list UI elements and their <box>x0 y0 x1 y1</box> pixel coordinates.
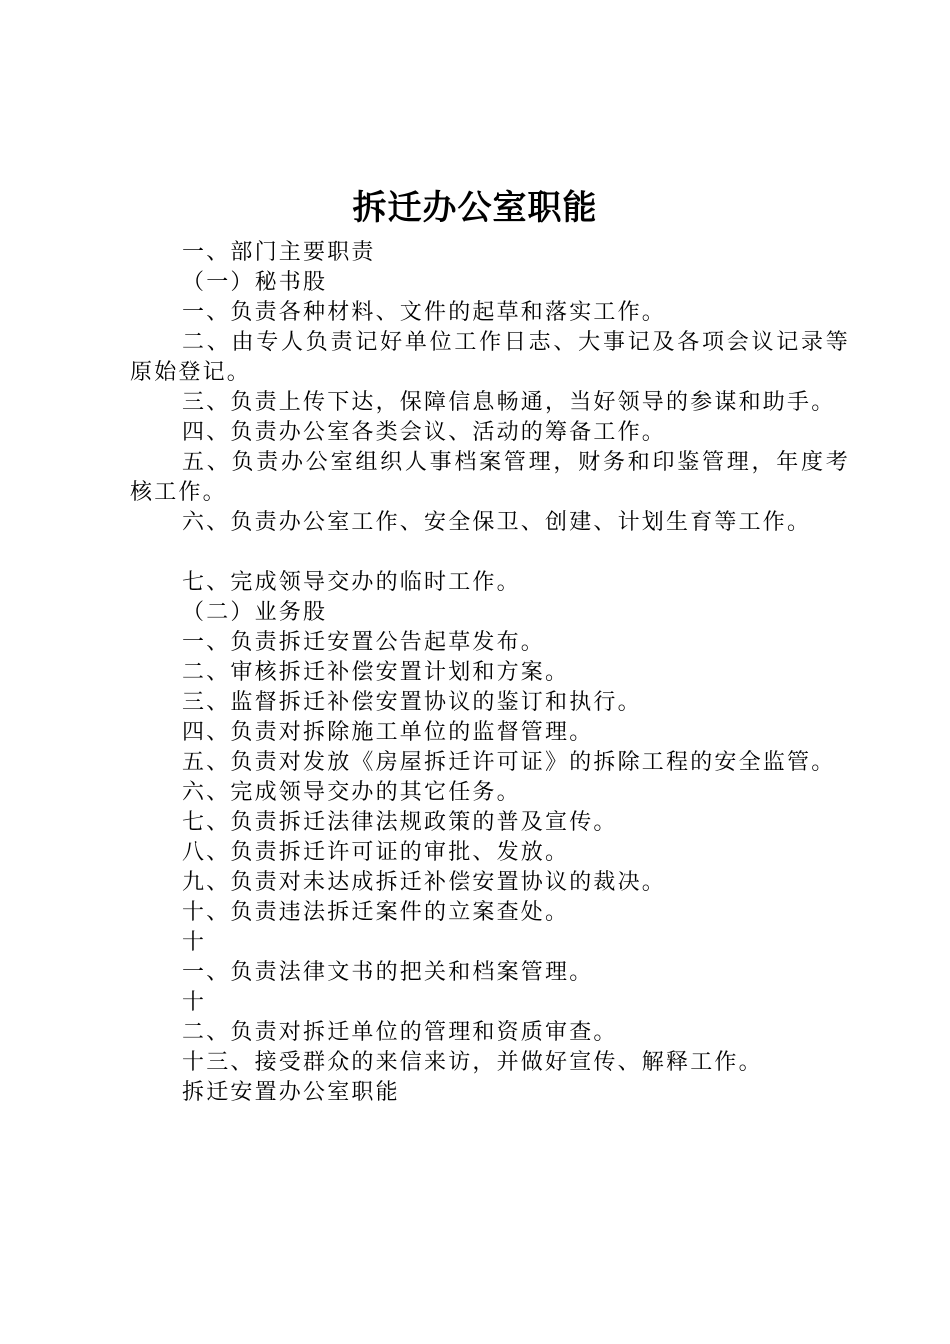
document-title: 拆迁办公室职能 <box>352 188 598 228</box>
paragraph: 六、完成领导交办的其它任务。 <box>182 780 521 805</box>
paragraph: 十 <box>182 930 207 955</box>
paragraph: 三、监督拆迁补偿安置协议的鉴订和执行。 <box>182 690 642 715</box>
paragraph: 一、部门主要职责 <box>182 240 376 265</box>
paragraph: 二、审核拆迁补偿安置计划和方案。 <box>182 660 570 685</box>
paragraph: 拆迁安置办公室职能 <box>182 1080 400 1105</box>
paragraph: 二、由专人负责记好单位工作日志、大事记及各项会议记录等原始登记。 <box>130 330 850 385</box>
paragraph: 十 <box>182 990 207 1015</box>
paragraph: 十、负责违法拆迁案件的立案查处。 <box>182 900 570 925</box>
paragraph: 六、负责办公室工作、安全保卫、创建、计划生育等工作。 <box>182 510 812 535</box>
document-body <box>130 238 850 1108</box>
paragraph: 三、负责上传下达，保障信息畅通，当好领导的参谋和助手。 <box>182 390 836 415</box>
paragraph: 九、负责对未达成拆迁补偿安置协议的裁决。 <box>182 870 667 895</box>
paragraph: 四、负责对拆除施工单位的监督管理。 <box>182 720 594 745</box>
paragraph: （二）业务股 <box>182 600 328 625</box>
paragraph: 二、负责对拆迁单位的管理和资质审查。 <box>182 1020 618 1045</box>
paragraph: 五、负责对发放《房屋拆迁许可证》的拆除工程的安全监管。 <box>182 750 836 775</box>
paragraph: 一、负责法律文书的把关和档案管理。 <box>182 960 594 985</box>
paragraph: 一、负责各种材料、文件的起草和落实工作。 <box>182 300 667 325</box>
paragraph: 七、完成领导交办的临时工作。 <box>182 570 521 595</box>
paragraph: 七、负责拆迁法律法规政策的普及宣传。 <box>182 810 618 835</box>
paragraph: 十三、接受群众的来信来访，并做好宣传、解释工作。 <box>182 1050 763 1075</box>
paragraph: （一）秘书股 <box>182 270 328 295</box>
paragraph: 八、负责拆迁许可证的审批、发放。 <box>182 840 570 865</box>
paragraph: 一、负责拆迁安置公告起草发布。 <box>182 630 546 655</box>
paragraph: 四、负责办公室各类会议、活动的筹备工作。 <box>182 420 667 445</box>
paragraph: 五、负责办公室组织人事档案管理，财务和印鉴管理，年度考核工作。 <box>130 450 850 505</box>
